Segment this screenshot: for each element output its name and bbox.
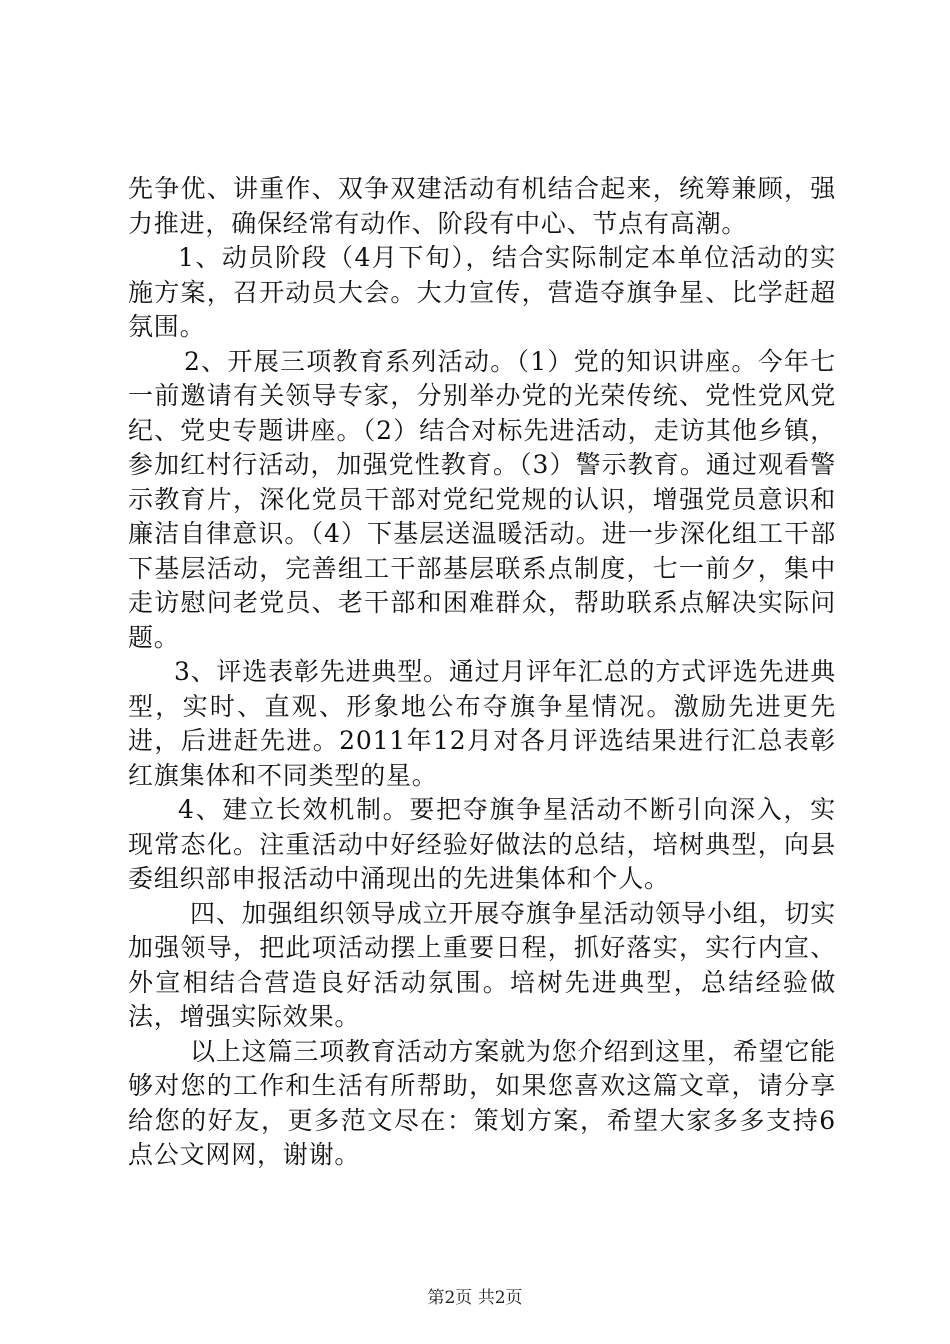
paragraph-continuation: 先争优、讲重作、双争双建活动有机结合起来，统筹兼顾，强力推进，确保经常有动作、阶段有中心、节点有高潮。	[128, 174, 836, 238]
paragraph-organizational-leadership: 四、加强组织领导成立开展夺旗争星活动领导小组，切实加强领导，把此项活动摆上重要日程，抓好落实，实行内宣、外宣相结合营造良好活动氛围。培树先进典型，总结经验做法，增强实际效果。	[128, 898, 836, 1031]
paragraph-long-term-mechanism: 4、建立长效机制。要把夺旗争星活动不断引向深入，实现常态化。注重活动中好经验好做法的总结，培树典型，向县委组织部申报活动中涌现出的先进集体和个人。	[128, 795, 836, 893]
paragraph-mobilization-stage: 1、动员阶段（4月下旬），结合实际制定本单位活动的实施方案，召开动员大会。大力宣传，营造夺旗争星、比学赶超氛围。	[128, 243, 836, 341]
paragraph-education-activities: 2、开展三项教育系列活动。（1）党的知识讲座。今年七一前邀请有关领导专家，分别举办党的光荣传统、党性党风党纪、党史专题讲座。（2）结合对标先进活动，走访其他乡镇，参加红村行活动，加强党性教育。（3）警示教育。通过观看警示教育片，深化党员干部对党纪党规的认识，增强党员意识和廉洁自律意识。（4）下基层送温暖活动。进一步深化组工干部下基层活动，完善组工干部基层联系点制度，七一前夕，集中走访慰问老党员、老干部和困难群众，帮助联系点解决实际问题。	[128, 346, 836, 652]
document-body	[128, 172, 836, 1173]
paragraph-closing-note: 以上这篇三项教育活动方案就为您介绍到这里，希望它能够对您的工作和生活有所帮助，如果您喜欢这篇文章，请分享给您的好友，更多范文尽在：策划方案，希望大家多多支持6点公文网网，谢谢。	[128, 1036, 836, 1169]
paragraph-commendation: 3、评选表彰先进典型。通过月评年汇总的方式评选先进典型，实时、直观、形象地公布夺旗争星情况。激励先进更先进，后进赶先进。2011年12月对各月评选结果进行汇总表彰红旗集体和不同类型的星。	[128, 657, 836, 790]
page-number-footer: 第2页 共2页	[427, 1288, 523, 1308]
